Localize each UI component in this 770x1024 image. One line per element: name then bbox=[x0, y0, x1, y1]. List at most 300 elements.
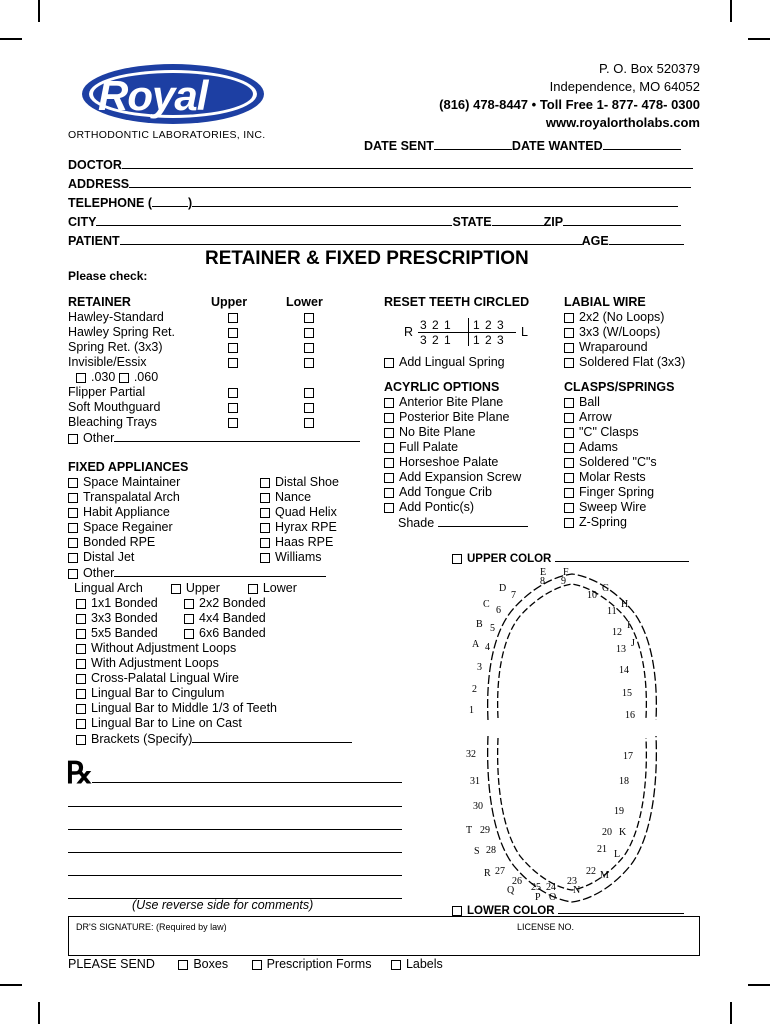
checkbox-lingual-lower[interactable] bbox=[248, 584, 258, 594]
city-row bbox=[68, 213, 681, 229]
checkbox-lingual-upper[interactable] bbox=[171, 584, 181, 594]
more-label: Lingual Bar to Cingulum bbox=[91, 686, 225, 700]
checkbox[interactable] bbox=[76, 719, 86, 729]
tooth-number: 25 bbox=[531, 882, 541, 893]
checkbox-upper[interactable] bbox=[228, 343, 238, 353]
acrylic-label: Add Tongue Crib bbox=[399, 485, 492, 499]
thickness-030: .030 bbox=[91, 370, 116, 384]
checkbox[interactable] bbox=[68, 493, 78, 503]
tooth-number: 29 bbox=[480, 825, 490, 836]
checkbox[interactable] bbox=[564, 518, 574, 528]
signature-label: DR'S SIGNATURE: (Required by law) bbox=[76, 922, 227, 932]
checkbox-lower[interactable] bbox=[304, 358, 314, 368]
crop-mark bbox=[730, 0, 732, 22]
checkbox-lower[interactable] bbox=[304, 328, 314, 338]
checkbox-upper[interactable] bbox=[228, 313, 238, 323]
checkbox[interactable] bbox=[384, 458, 394, 468]
labial-label: 3x3 (W/Loops) bbox=[579, 325, 661, 339]
lower-color-field[interactable] bbox=[558, 902, 684, 914]
checkbox[interactable] bbox=[564, 343, 574, 353]
lower-color-row bbox=[452, 902, 684, 917]
contact-city: Independence, MO 64052 bbox=[549, 79, 700, 94]
city-label: CITY bbox=[68, 215, 97, 229]
checkbox[interactable] bbox=[564, 503, 574, 513]
checkbox[interactable] bbox=[384, 488, 394, 498]
checkbox-upper[interactable] bbox=[228, 358, 238, 368]
lingual-arch-row bbox=[68, 581, 326, 596]
thickness-060: .060 bbox=[133, 370, 159, 384]
checkbox[interactable] bbox=[68, 553, 78, 563]
retainer-lower-header: Lower bbox=[286, 295, 323, 309]
clasp-item bbox=[564, 410, 657, 425]
more-item bbox=[76, 716, 352, 731]
checkbox[interactable] bbox=[76, 629, 86, 639]
acrylic-item bbox=[384, 395, 528, 410]
send-forms-label: Prescription Forms bbox=[266, 957, 372, 971]
more-label: Without Adjustment Loops bbox=[91, 641, 237, 655]
age-field[interactable] bbox=[609, 232, 684, 245]
crop-mark bbox=[748, 38, 770, 40]
acrylic-label: Full Palate bbox=[399, 440, 459, 454]
clasp-label: Finger Spring bbox=[579, 485, 655, 499]
checkbox[interactable] bbox=[564, 328, 574, 338]
clasp-label: Arrow bbox=[579, 410, 612, 424]
checkbox-060[interactable] bbox=[119, 373, 129, 383]
fixed-label: Transpalatal Arch bbox=[83, 490, 180, 504]
doctor-field[interactable] bbox=[122, 156, 693, 169]
upper-color-row bbox=[452, 550, 689, 565]
shade-field[interactable] bbox=[438, 515, 528, 527]
more-item bbox=[76, 671, 352, 686]
checkbox[interactable] bbox=[184, 629, 194, 639]
lingual-lower-label: Lower bbox=[262, 581, 297, 595]
upper-color-label: UPPER COLOR bbox=[467, 553, 552, 565]
retainer-header: RETAINER bbox=[68, 295, 131, 309]
checkbox-boxes[interactable] bbox=[178, 960, 188, 970]
reset-bottom-right: 1 2 3 bbox=[473, 333, 505, 347]
zip-label: ZIP bbox=[543, 215, 564, 229]
state-field[interactable] bbox=[492, 213, 544, 226]
tooth-number: 21 bbox=[597, 844, 607, 855]
checkbox[interactable] bbox=[384, 398, 394, 408]
checkbox[interactable] bbox=[564, 358, 574, 368]
date-sent-label: DATE SENT bbox=[364, 139, 434, 153]
tooth-letter: J bbox=[631, 638, 635, 649]
tooth-number: 11 bbox=[607, 606, 617, 617]
other-label: Other bbox=[83, 431, 115, 445]
crop-mark bbox=[730, 1002, 732, 1024]
other-label: Other bbox=[83, 566, 115, 580]
city-field[interactable] bbox=[96, 213, 452, 226]
tooth-letter: O bbox=[549, 892, 557, 903]
rx-line[interactable] bbox=[68, 813, 402, 830]
tooth-number: 20 bbox=[602, 827, 612, 838]
fixed-label: Space Regainer bbox=[83, 520, 173, 534]
checkbox-lower[interactable] bbox=[304, 403, 314, 413]
band-label: 2x2 Bonded bbox=[199, 596, 266, 610]
labial-item bbox=[564, 340, 685, 355]
patient-label: PATIENT bbox=[68, 234, 120, 248]
tooth-letter: D bbox=[499, 583, 507, 594]
more-item bbox=[76, 731, 352, 747]
send-boxes-label: Boxes bbox=[193, 957, 229, 971]
clasp-item bbox=[564, 440, 657, 455]
address-label: ADDRESS bbox=[68, 177, 130, 191]
clasp-label: Sweep Wire bbox=[579, 500, 647, 514]
reset-hline bbox=[418, 332, 516, 333]
tooth-letter: E bbox=[540, 567, 547, 578]
shade-row bbox=[384, 515, 528, 531]
tooth-number: 19 bbox=[614, 806, 624, 817]
reset-r: R bbox=[404, 325, 414, 339]
checkbox[interactable] bbox=[184, 614, 194, 624]
rx-line[interactable] bbox=[68, 859, 402, 876]
reset-bottom-left: 3 2 1 bbox=[420, 333, 452, 347]
fixed-item bbox=[260, 475, 339, 490]
checkbox-lower[interactable] bbox=[304, 343, 314, 353]
checkbox[interactable] bbox=[384, 503, 394, 513]
tooth-number: 6 bbox=[496, 605, 501, 616]
tooth-number: 32 bbox=[466, 749, 476, 760]
retainer-item: Hawley-Standard bbox=[68, 310, 164, 324]
form-title: RETAINER & FIXED PRESCRIPTION bbox=[205, 248, 529, 269]
clasp-item bbox=[564, 500, 657, 515]
rx-line[interactable] bbox=[68, 882, 402, 899]
upper-color-field[interactable] bbox=[555, 550, 689, 562]
reset-l: L bbox=[521, 325, 528, 339]
doctor-label: DOCTOR bbox=[68, 158, 122, 172]
checkbox[interactable] bbox=[564, 413, 574, 423]
checkbox[interactable] bbox=[564, 398, 574, 408]
checkbox[interactable] bbox=[564, 458, 574, 468]
more-label: Cross-Palatal Lingual Wire bbox=[91, 671, 239, 685]
clasp-label: "C" Clasps bbox=[579, 425, 639, 439]
please-send-row bbox=[68, 957, 443, 971]
tooth-number: 2 bbox=[472, 684, 477, 695]
tooth-number: 15 bbox=[622, 688, 632, 699]
checkbox[interactable] bbox=[384, 473, 394, 483]
acrylic-item bbox=[384, 440, 528, 455]
checkbox-upper[interactable] bbox=[228, 388, 238, 398]
checkbox[interactable] bbox=[76, 599, 86, 609]
labial-wire-header: LABIAL WIRE bbox=[564, 295, 646, 309]
clasps-list bbox=[564, 395, 657, 530]
tooth-number: 1 bbox=[469, 705, 474, 716]
clasp-label: Molar Rests bbox=[579, 470, 646, 484]
checkbox-upper[interactable] bbox=[228, 418, 238, 428]
labial-item bbox=[564, 355, 685, 370]
tooth-letter: M bbox=[600, 870, 609, 881]
checkbox[interactable] bbox=[76, 644, 86, 654]
more-label: With Adjustment Loops bbox=[91, 656, 219, 670]
checkbox-upper[interactable] bbox=[228, 328, 238, 338]
tooth-letter: G bbox=[602, 583, 610, 594]
band-label: 4x4 Banded bbox=[199, 611, 266, 625]
acrylic-label: No Bite Plane bbox=[399, 425, 476, 439]
checkbox[interactable] bbox=[76, 614, 86, 624]
tooth-number: 22 bbox=[586, 866, 596, 877]
tooth-letter: I bbox=[627, 620, 631, 631]
fixed-item bbox=[260, 520, 339, 535]
checkbox-lower[interactable] bbox=[304, 313, 314, 323]
tooth-number: 30 bbox=[473, 801, 483, 812]
fixed-other bbox=[68, 565, 326, 581]
fixed-item bbox=[260, 550, 339, 565]
thickness-row bbox=[68, 370, 360, 385]
clasp-item bbox=[564, 395, 657, 410]
labial-label: Soldered Flat (3x3) bbox=[579, 355, 686, 369]
tooth-number: 17 bbox=[623, 751, 633, 762]
retainer-item: Bleaching Trays bbox=[68, 415, 157, 429]
fixed-label: Space Maintainer bbox=[83, 475, 181, 489]
checkbox-upper-color[interactable] bbox=[452, 554, 462, 564]
please-check-label: Please check: bbox=[68, 269, 148, 283]
zip-field[interactable] bbox=[563, 213, 681, 226]
checkbox[interactable] bbox=[76, 659, 86, 669]
band-label: 6x6 Banded bbox=[199, 626, 266, 640]
fixed-right-list bbox=[260, 475, 339, 565]
contact-website[interactable]: www.royalortholabs.com bbox=[545, 115, 700, 130]
acrylic-label: Anterior Bite Plane bbox=[399, 395, 504, 409]
doctor-row bbox=[68, 156, 693, 172]
checkbox[interactable] bbox=[68, 478, 78, 488]
area-code-field[interactable] bbox=[152, 194, 188, 207]
send-labels-label: Labels bbox=[405, 957, 443, 971]
fixed-label: Distal Jet bbox=[83, 550, 135, 564]
band-label: 5x5 Banded bbox=[91, 626, 158, 640]
checkbox[interactable] bbox=[564, 443, 574, 453]
checkbox-lower[interactable] bbox=[304, 388, 314, 398]
fixed-label: Habit Appliance bbox=[83, 505, 170, 519]
tooth-number: 12 bbox=[612, 627, 622, 638]
tooth-letter: Q bbox=[507, 885, 515, 896]
tooth-number: 4 bbox=[485, 642, 490, 653]
tooth-number: 8 bbox=[540, 576, 545, 587]
checkbox-labels[interactable] bbox=[391, 960, 401, 970]
reverse-side-note: (Use reverse side for comments) bbox=[132, 898, 314, 912]
tooth-number: 16 bbox=[625, 710, 635, 721]
more-item bbox=[76, 701, 352, 716]
date-sent-field[interactable] bbox=[434, 137, 512, 150]
contact-po-box: P. O. Box 520379 bbox=[599, 61, 700, 76]
acrylic-label: Horseshoe Palate bbox=[399, 455, 499, 469]
tooth-number: 23 bbox=[567, 876, 577, 887]
checkbox-other[interactable] bbox=[68, 569, 78, 579]
checkbox[interactable] bbox=[384, 413, 394, 423]
checkbox-lower-color[interactable] bbox=[452, 906, 462, 916]
telephone-field[interactable] bbox=[192, 194, 678, 207]
tooth-number: 13 bbox=[616, 644, 626, 655]
clasp-item bbox=[564, 455, 657, 470]
tooth-letter: A bbox=[472, 639, 480, 650]
checkbox[interactable] bbox=[384, 443, 394, 453]
rx-line[interactable] bbox=[92, 766, 402, 783]
more-label: Lingual Bar to Line on Cast bbox=[91, 716, 242, 730]
patient-row bbox=[68, 232, 684, 248]
tooth-number: 27 bbox=[495, 866, 505, 877]
date-wanted-field[interactable] bbox=[603, 137, 681, 150]
rx-line[interactable] bbox=[68, 836, 402, 853]
checkbox-lingual-spring[interactable] bbox=[384, 358, 394, 368]
crop-mark bbox=[38, 1002, 40, 1024]
tooth-number: 3 bbox=[477, 662, 482, 673]
fixed-other-field[interactable] bbox=[114, 565, 326, 577]
labial-item bbox=[564, 310, 685, 325]
address-field[interactable] bbox=[129, 175, 691, 188]
age-label: AGE bbox=[581, 234, 609, 248]
clasp-label: Z-Spring bbox=[579, 515, 627, 529]
rx-line[interactable] bbox=[68, 790, 402, 807]
clasp-item bbox=[564, 470, 657, 485]
brackets-field[interactable] bbox=[192, 731, 352, 743]
labial-item bbox=[564, 325, 685, 340]
telephone-close: ) bbox=[188, 196, 193, 210]
labial-wire-list bbox=[564, 310, 685, 370]
license-label: LICENSE NO. bbox=[517, 922, 575, 932]
checkbox-lower[interactable] bbox=[304, 418, 314, 428]
more-item bbox=[76, 686, 352, 701]
tooth-number: 31 bbox=[470, 776, 480, 787]
fixed-label: Williams bbox=[275, 550, 322, 564]
checkbox[interactable] bbox=[68, 508, 78, 518]
tooth-number: 28 bbox=[486, 845, 496, 856]
crop-mark bbox=[0, 38, 22, 40]
checkbox[interactable] bbox=[260, 523, 270, 533]
crop-mark bbox=[0, 984, 22, 986]
acrylic-item bbox=[384, 500, 528, 515]
clasps-header: CLASPS/SPRINGS bbox=[564, 380, 675, 394]
tooth-letter: N bbox=[573, 885, 581, 896]
retainer-upper-checkboxes bbox=[228, 312, 238, 432]
reset-top-left: 3 2 1 bbox=[420, 318, 452, 332]
rx-symbol: ℞ bbox=[66, 757, 93, 790]
fixed-header: FIXED APPLIANCES bbox=[68, 460, 189, 474]
fixed-label: Quad Helix bbox=[275, 505, 337, 519]
checkbox[interactable] bbox=[260, 538, 270, 548]
tooth-number: 9 bbox=[561, 576, 566, 587]
contact-phone: (816) 478-8447 • Toll Free 1- 877- 478- 0300 bbox=[439, 97, 700, 112]
tooth-letter: L bbox=[614, 849, 621, 860]
shade-label: Shade bbox=[398, 516, 435, 530]
labial-label: Wraparound bbox=[579, 340, 648, 354]
checkbox-upper[interactable] bbox=[228, 403, 238, 413]
more-label: Brackets (Specify) bbox=[91, 732, 193, 746]
tooth-letter: C bbox=[483, 599, 490, 610]
fixed-label: Bonded RPE bbox=[83, 535, 156, 549]
lower-color-label: LOWER COLOR bbox=[467, 905, 555, 917]
retainer-item: Invisible/Essix bbox=[68, 355, 147, 369]
crop-mark bbox=[748, 984, 770, 986]
tooth-chart bbox=[440, 568, 740, 908]
clasp-item bbox=[564, 485, 657, 500]
tooth-letter: R bbox=[484, 868, 491, 879]
crop-mark bbox=[38, 0, 40, 22]
checkbox[interactable] bbox=[260, 553, 270, 563]
checkbox[interactable] bbox=[384, 428, 394, 438]
date-row bbox=[364, 137, 681, 153]
tooth-number: 18 bbox=[619, 776, 629, 787]
fixed-label: Nance bbox=[275, 490, 312, 504]
lingual-arch-label: Lingual Arch bbox=[74, 581, 143, 595]
reset-teeth-header: RESET TEETH CIRCLED bbox=[384, 295, 530, 309]
fixed-item bbox=[260, 535, 339, 550]
clasp-item bbox=[564, 425, 657, 440]
please-send-label: PLEASE SEND bbox=[68, 957, 155, 971]
state-label: STATE bbox=[452, 215, 492, 229]
checkbox[interactable] bbox=[564, 313, 574, 323]
band-item bbox=[184, 596, 266, 611]
checkbox-prescription-forms[interactable] bbox=[252, 960, 262, 970]
telephone-row bbox=[68, 194, 678, 210]
fixed-label: Haas RPE bbox=[275, 535, 334, 549]
acrylic-item bbox=[384, 425, 528, 440]
lingual-upper-label: Upper bbox=[185, 581, 220, 595]
fixed-item bbox=[260, 490, 339, 505]
clasp-item bbox=[564, 515, 657, 530]
royal-logo bbox=[80, 62, 266, 126]
acrylic-item bbox=[384, 470, 528, 485]
fixed-label: Distal Shoe bbox=[275, 475, 339, 489]
checkbox[interactable] bbox=[564, 473, 574, 483]
reset-vline bbox=[468, 318, 469, 346]
date-wanted-label: DATE WANTED bbox=[511, 139, 603, 153]
checkbox[interactable] bbox=[76, 704, 86, 714]
bands-right-list bbox=[184, 596, 266, 641]
tooth-number: 10 bbox=[587, 590, 597, 601]
tooth-number: 14 bbox=[619, 665, 629, 676]
acrylic-item bbox=[384, 455, 528, 470]
checkbox[interactable] bbox=[68, 538, 78, 548]
checkbox[interactable] bbox=[76, 689, 86, 699]
tooth-number: 24 bbox=[546, 882, 556, 893]
retainer-item: Soft Mouthguard bbox=[68, 400, 161, 414]
tooth-letter: B bbox=[476, 619, 483, 630]
acrylic-label: Add Expansion Screw bbox=[399, 470, 522, 484]
checkbox[interactable] bbox=[76, 674, 86, 684]
retainer-item: Hawley Spring Ret. bbox=[68, 325, 175, 339]
logo-brand: Royal bbox=[98, 72, 208, 119]
checkbox[interactable] bbox=[260, 478, 270, 488]
retainer-list bbox=[68, 310, 360, 446]
more-item bbox=[76, 656, 352, 671]
acrylic-list bbox=[384, 395, 528, 531]
checkbox-other[interactable] bbox=[68, 434, 78, 444]
lingual-spring-label: Add Lingual Spring bbox=[399, 355, 505, 369]
acrylic-item bbox=[384, 410, 528, 425]
contact-block bbox=[439, 60, 700, 132]
checkbox[interactable] bbox=[260, 493, 270, 503]
logo-tagline: ORTHODONTIC LABORATORIES, INC. bbox=[68, 129, 266, 141]
checkbox-030[interactable] bbox=[76, 373, 86, 383]
checkbox[interactable] bbox=[68, 523, 78, 533]
checkbox[interactable] bbox=[564, 488, 574, 498]
tooth-letter: P bbox=[535, 892, 541, 903]
checkbox[interactable] bbox=[76, 735, 86, 745]
tooth-letter: S bbox=[474, 846, 480, 857]
checkbox[interactable] bbox=[564, 428, 574, 438]
band-label: 1x1 Bonded bbox=[91, 596, 158, 610]
clasp-label: Ball bbox=[579, 395, 600, 409]
checkbox[interactable] bbox=[260, 508, 270, 518]
more-label: Lingual Bar to Middle 1/3 of Teeth bbox=[91, 701, 278, 715]
tooth-letter: T bbox=[466, 825, 473, 836]
tooth-letter: F bbox=[563, 567, 569, 578]
fixed-label: Hyrax RPE bbox=[275, 520, 337, 534]
clasp-label: Soldered "C"s bbox=[579, 455, 657, 469]
acrylic-item bbox=[384, 485, 528, 500]
checkbox[interactable] bbox=[184, 599, 194, 609]
patient-field[interactable] bbox=[120, 232, 582, 245]
